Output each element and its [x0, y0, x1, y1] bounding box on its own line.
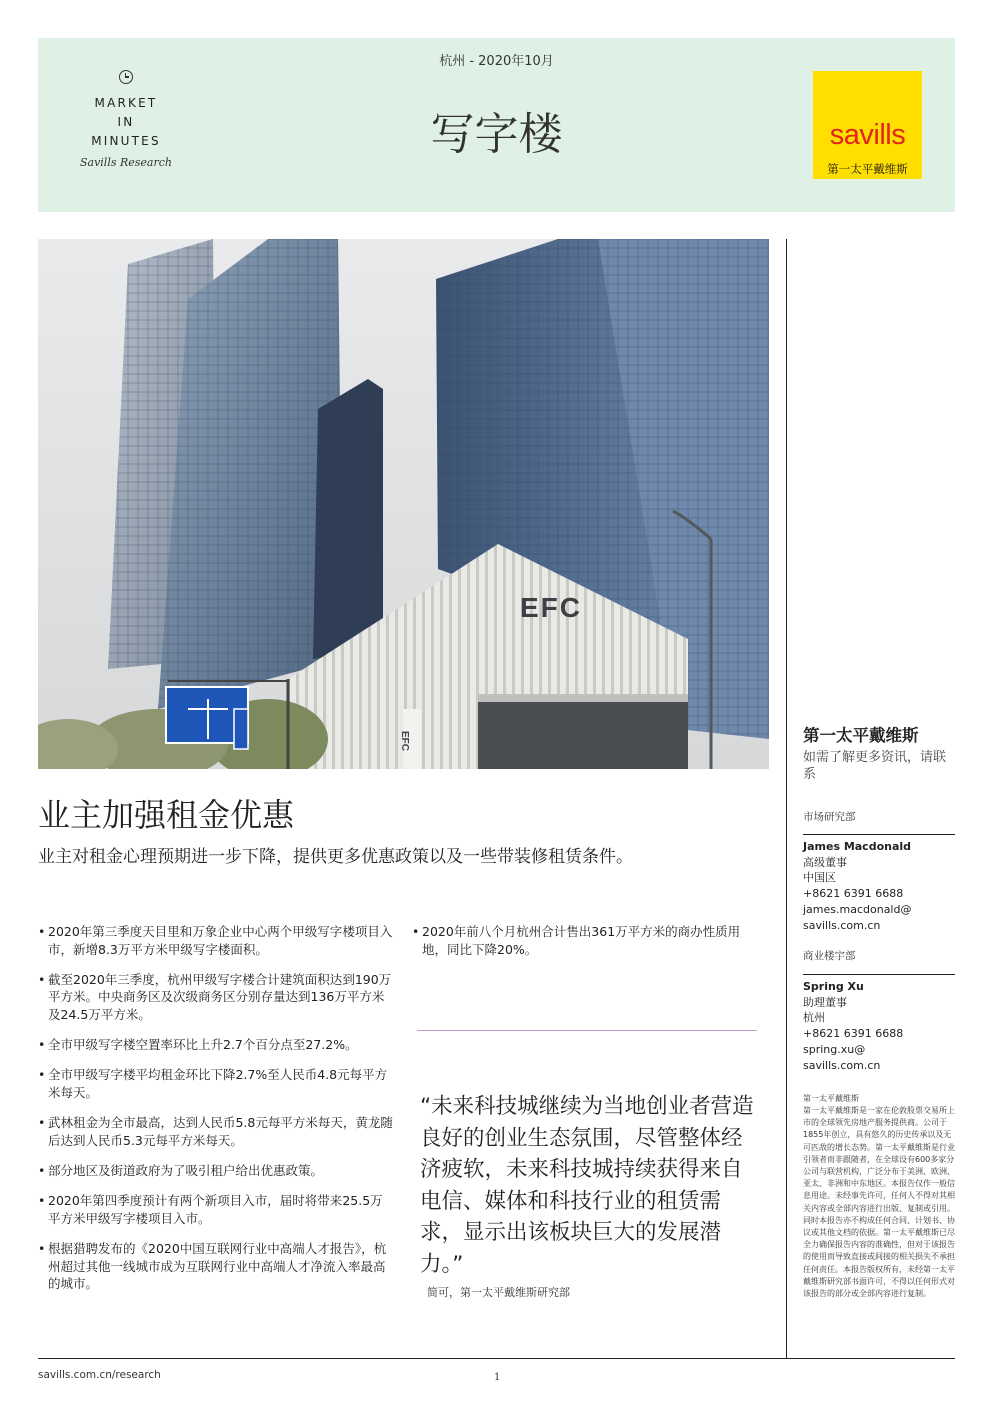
- list-item: • 2020年第三季度天目里和万象企业中心两个甲级写字楼项目入市，新增8.3万平方米甲级写字楼面积。: [38, 923, 393, 958]
- brand-subtitle: Savills Research: [79, 156, 172, 169]
- savills-logo: [813, 71, 922, 179]
- clock-icon: [119, 70, 133, 84]
- sidebar-title: 第一太平戴维斯: [803, 726, 919, 745]
- brand-line: MINUTES: [91, 134, 161, 148]
- brand-line: MARKET: [94, 96, 158, 110]
- article-headline: 业主加强租金优惠: [38, 796, 295, 834]
- footer-url[interactable]: savills.com.cn/research: [38, 1369, 161, 1381]
- key-points-left: [38, 923, 393, 1305]
- divider: [803, 974, 955, 975]
- contact-email[interactable]: savills.com.cn: [803, 918, 881, 932]
- contact-role: 助理董事: [803, 995, 847, 1009]
- contact-card-spring: [803, 979, 955, 1073]
- page-title: 写字楼: [430, 109, 563, 160]
- disclaimer-title: 第一太平戴维斯: [803, 1094, 859, 1103]
- logo-wordmark: savills: [829, 119, 906, 151]
- page-number: 1: [494, 1372, 501, 1383]
- contact-card-james: [803, 839, 955, 933]
- cover-photo: [38, 239, 769, 769]
- contact-phone: +8621 6391 6688: [803, 887, 904, 901]
- divider: [803, 834, 955, 835]
- pull-quote: “未来科技城继续为当地创业者营造良好的创业生态氛围，尽管整体经济疲软，未来科技城持续获得来自电信、媒体和科技行业的租赁需求，显示出该板块巨大的发展潜力。”: [420, 1094, 754, 1277]
- key-points-right: [412, 923, 760, 971]
- list-item: • 2020年前八个月杭州合计售出361万平方米的商办性质用地，同比下降20%。: [412, 923, 760, 958]
- department-label: 市场研究部: [803, 811, 856, 823]
- contact-phone: +8621 6391 6688: [803, 1027, 904, 1041]
- sidebar-divider: [786, 239, 787, 1359]
- list-item: • 武林租金为全市最高，达到人民币5.8元每平方米每天，黄龙随后达到人民币5.3元每平方米每天。: [38, 1114, 393, 1149]
- efc-sign: EFC: [520, 592, 582, 623]
- footer-divider: [38, 1358, 955, 1359]
- brand-line: IN: [117, 115, 135, 129]
- contact-name: James Macdonald: [803, 840, 912, 853]
- logo-chinese-name: 第一太平戴维斯: [827, 162, 908, 176]
- list-item: • 部分地区及街道政府为了吸引租户给出优惠政策。: [38, 1162, 393, 1180]
- sidebar-contact-prompt: 如需了解更多资讯，请联系: [803, 750, 947, 782]
- report-date: 杭州 - 2020年10月: [439, 54, 554, 69]
- contact-email[interactable]: savills.com.cn: [803, 1058, 881, 1072]
- list-item: • 根据猎聘发布的《2020中国互联网行业中高端人才报告》，杭州超过其他一线城市成为互联网行业中高端人才净流入率最高的城市。: [38, 1240, 393, 1293]
- list-item: • 截至2020年三季度，杭州甲级写字楼合计建筑面积达到190万平方米。中央商务区及次级商务区分别存量达到136万平方米及24.5万平方米。: [38, 971, 393, 1024]
- department-label: 商业楼宇部: [803, 950, 856, 962]
- contact-region: 杭州: [803, 1011, 825, 1025]
- list-item: • 全市甲级写字楼空置率环比上升2.7个百分点至27.2%。: [38, 1036, 393, 1054]
- contact-role: 高级董事: [803, 855, 847, 869]
- office-towers-illustration: [38, 239, 769, 769]
- list-item: • 2020年第四季度预计有两个新项目入市，届时将带来25.5万平方米甲级写字楼项目入市。: [38, 1192, 393, 1227]
- quote-attribution: 简可，第一太平戴维斯研究部: [427, 1286, 570, 1299]
- contact-region: 中国区: [803, 871, 836, 885]
- quote-divider: [417, 1030, 757, 1031]
- article-subheadline: 业主对租金心理预期进一步下降，提供更多优惠政策以及一些带装修租赁条件。: [38, 847, 633, 867]
- contact-name: Spring Xu: [803, 980, 864, 993]
- disclaimer-text: 第一太平戴维斯是一家在伦敦股票交易所上市的全球领先房地产服务提供商。公司于1855年创立，具有悠久的历史传承以及无可匹敌的增长态势。第一太平戴维斯是行业引领者而非跟随者，在全球设有600多家分公司与联营机构，广泛分布于美洲、欧洲、亚太、非洲和中东地区。本报告仅作一般信息用途。未经事先许可，任何人不得对其相关内容或全部内容进行出版、复制或引用。同时本报告亦不构成任何合同、计划书、协议或其他文档的依据。第一太平戴维斯已尽全力确保报告内容的准确性，但对于该报告的使用而导致直接或间接的相关损失不承担任何责任。本报告版权所有，未经第一太平戴维斯研究部书面许可，不得以任何形式对该报告的部分或全部内容进行复制。: [803, 1106, 955, 1299]
- list-item: • 全市甲级写字楼平均租金环比下降2.7%至人民币4.8元每平方米每天。: [38, 1066, 393, 1101]
- header-banner: [38, 38, 955, 212]
- contact-email[interactable]: spring.xu@: [803, 1042, 866, 1056]
- contact-email[interactable]: james.macdonald@: [803, 902, 912, 916]
- efc-vertical-sign: EFC: [399, 731, 410, 751]
